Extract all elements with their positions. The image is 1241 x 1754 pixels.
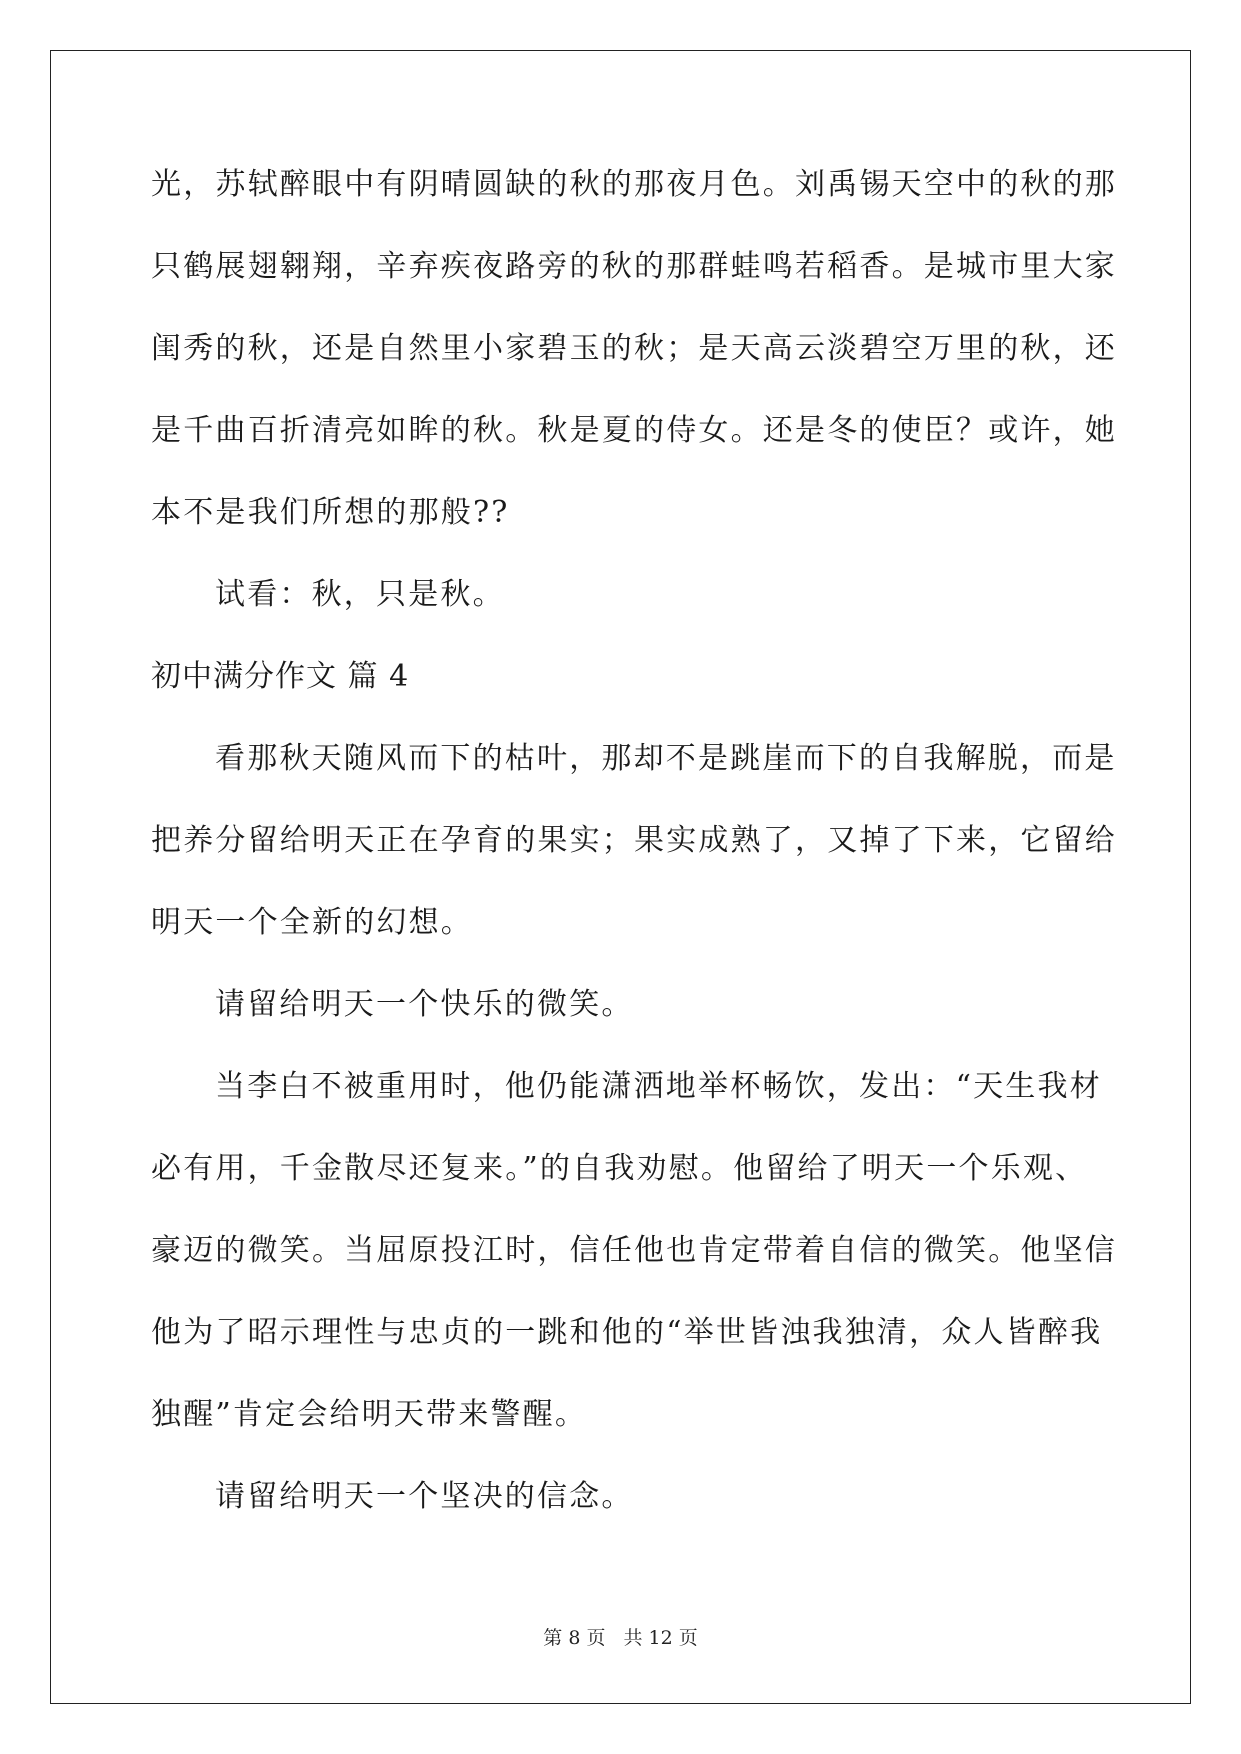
text-line: 闺秀的秋，还是自然里小家碧玉的秋；是天高云淡碧空万里的秋，还 <box>151 331 1117 366</box>
paragraph-line: 当李白不被重用时，他仍能潇洒地举杯畅饮，发出：“天生我材 <box>215 1069 1102 1104</box>
paragraph-line: 请留给明天一个坚决的信念。 <box>215 1479 634 1514</box>
text-line: 把养分留给明天正在孕育的果实；果实成熟了，又掉了下来，它留给 <box>151 823 1117 858</box>
section-heading: 初中满分作文 篇 4 <box>151 659 410 694</box>
text-line: 豪迈的微笑。当屈原投江时，信任他也肯定带着自信的微笑。他坚信 <box>151 1233 1117 1268</box>
page-footer <box>0 1623 1241 1650</box>
paragraph-line: 试看：秋，只是秋。 <box>215 577 505 612</box>
text-line: 只鹤展翅翱翔，辛弃疾夜路旁的秋的那群蛙鸣若稻香。是城市里大家 <box>151 249 1117 284</box>
text-line: 光，苏轼醉眼中有阴晴圆缺的秋的那夜月色。刘禹锡天空中的秋的那 <box>151 167 1117 202</box>
document-body <box>151 162 1117 1556</box>
page-total: 共 12 页 <box>623 1627 698 1649</box>
text-line: 他为了昭示理性与忠贞的一跳和他的“举世皆浊我独清，众人皆醉我 <box>151 1315 1103 1350</box>
text-line: 明天一个全新的幻想。 <box>151 905 473 940</box>
text-line: 必有用，千金散尽还复来。”的自我劝慰。他留给了明天一个乐观、 <box>151 1151 1088 1186</box>
text-line: 独醒”肯定会给明天带来警醒。 <box>151 1397 588 1432</box>
paragraph-line: 看那秋天随风而下的枯叶，那却不是跳崖而下的自我解脱，而是 <box>215 741 1117 776</box>
page-number: 第 8 页 <box>543 1627 606 1649</box>
text-line: 本不是我们所想的那般?? <box>151 495 510 530</box>
text-line: 是千曲百折清亮如眸的秋。秋是夏的侍女。还是冬的使臣？或许，她 <box>151 413 1117 448</box>
paragraph-line: 请留给明天一个快乐的微笑。 <box>215 987 634 1022</box>
